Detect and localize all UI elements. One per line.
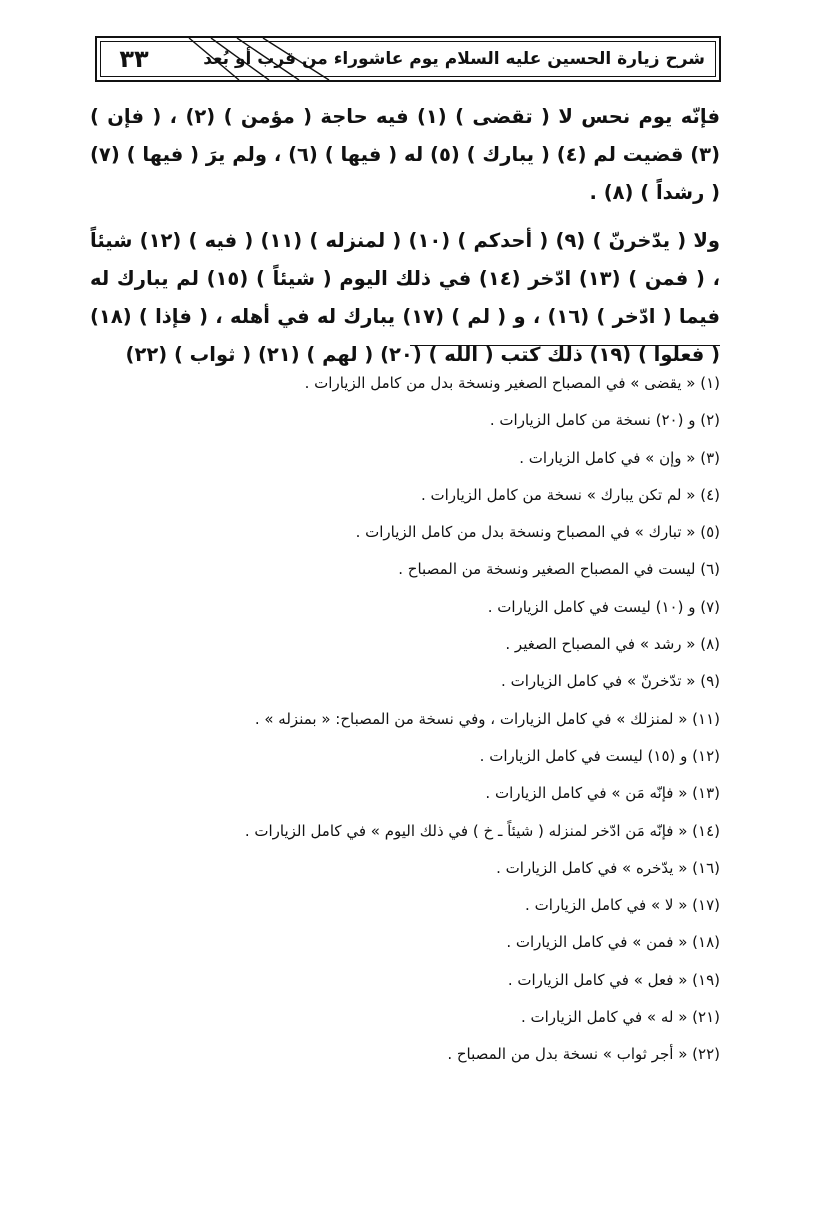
footnote: (١٣) « فإنّه مَن » في كامل الزيارات . (485, 784, 720, 803)
footnote: (١٧) « لا » في كامل الزيارات . (525, 896, 720, 915)
footnote: (٩) « تدّخرنّ » في كامل الزيارات . (501, 672, 720, 691)
footnote: (٤) « لم تكن يبارك » نسخة من كامل الزيارات . (420, 485, 720, 504)
footnote: (٧) و (١٠) ليست في كامل الزيارات . (487, 597, 720, 616)
paragraph-1: فإنّه يوم نحس لا ( تقضى ) (١) فيه حاجة ( مؤمن ) (٢) ، ( فإن ) (٣) قضيت لم (٤) ( يبارك ) (٥) له ( فيها ) (٦) ، ولم يرَ ( فيها ) (٧) ( رشداً ) (٨) . (90, 105, 720, 204)
footnote: (١٤) « فإنّه مَن ادّخر لمنزله ( شيئاً ـ خ ) في ذلك اليوم » في كامل الزيارات . (244, 821, 720, 840)
page-number: ٣٣ (119, 45, 149, 73)
footnote-separator (410, 345, 720, 346)
footnote: (٣) « وإن » في كامل الزيارات . (519, 448, 720, 467)
footnote: (٢١) « له » في كامل الزيارات . (520, 1008, 720, 1027)
header-ornament (159, 38, 359, 80)
footnote: (١٦) « يدّخره » في كامل الزيارات . (496, 858, 720, 877)
footnote: (١٩) « فعل » في كامل الزيارات . (507, 970, 720, 989)
main-text (90, 98, 720, 374)
running-header (95, 36, 721, 82)
footnote: (٨) « رشد » في المصباح الصغير . (505, 635, 720, 654)
paragraph-2: ولا ( يدّخرنّ ) (٩) ( أحدكم ) (١٠) ( لمنزله ) (١١) ( فيه ) (١٢) شيئاً ، ( فمن ) (١٣) ادّخر (١٤) في ذلك اليوم ( شيئاً ) (١٥) لم يبارك له فيما ( ادّخر ) (١٦) ، و ( لم ) (١٧) يبارك له في أهله ، ( فإذا ) (١٨) ( فعلوا ) (١٩) ذلك كتب ( الله ) (٢٠) ( لهم ) (٢١) ( ثواب ) (٢٢) (90, 229, 721, 366)
footnotes-list (150, 365, 720, 1074)
footnote: (١٢) و (١٥) ليست في كامل الزيارات . (479, 746, 720, 765)
footnote: (٢٢) « أجر ثواب » نسخة بدل من المصباح . (447, 1045, 720, 1064)
footnote: (٦) ليست في المصباح الصغير ونسخة من المصباح . (398, 560, 720, 579)
footnote: (١١) « لمنزلك » في كامل الزيارات ، وفي نسخة من المصباح: « بمنزله » . (254, 709, 720, 728)
footnote: (٥) « تبارك » في المصباح ونسخة بدل من كامل الزيارات . (355, 523, 720, 542)
footnote: (١٨) « فمن » في كامل الزيارات . (506, 933, 720, 952)
footnote: (٢) و (٢٠) نسخة من كامل الزيارات . (489, 411, 720, 430)
footnote: (١) « يقضى » في المصباح الصغير ونسخة بدل من كامل الزيارات . (304, 374, 720, 392)
header-title: شرح زيارة الحسين عليه السلام يوم عاشوراء من قرب أو بُعد (203, 49, 705, 69)
